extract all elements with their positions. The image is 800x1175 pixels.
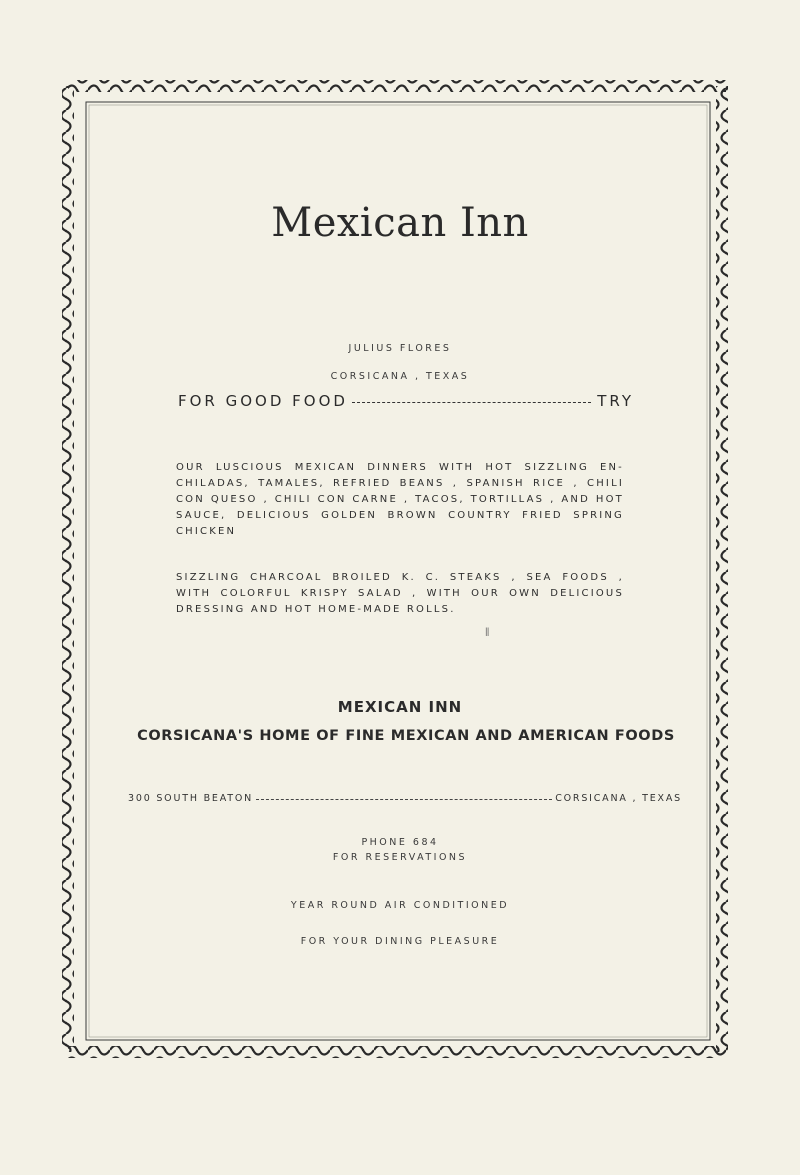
phone-number: PHONE 684 [361,837,439,848]
slogan-text: CORSICANA'S HOME OF FINE MEXICAN AND AMERICAN FOODS [137,728,675,744]
address-line [128,793,682,804]
reservations-text: FOR RESERVATIONS [332,852,468,863]
good-food-label: FOR GOOD FOOD [178,392,348,410]
good-food-line [178,392,634,410]
address-leader-dashes [256,799,552,800]
dinners-paragraph: OUR LUSCIOUS MEXICAN DINNERS WITH HOT SIZZLING EN-CHILADAS, TAMALES, REFRIED BEANS , SPANISH RICE , CHILI CON QUESO , CHILI CON CARNE , TACOS, TORTILLAS , AND HOT SAUCE, DELICIOUS GOLDEN BROWN COUNTRY FRIED SPRING CHICKEN [176,462,624,537]
air-conditioned-text: YEAR ROUND AIR CONDITIONED [290,900,510,911]
street-address: 300 SOUTH BEATON [128,793,254,804]
steaks-paragraph: SIZZLING CHARCOAL BROILED K. C. STEAKS , SEA FOODS , WITH COLORFUL KRISPY SALAD , WITH OUR OWN DELICIOUS DRESSING AND HOT HOME-MADE ROLLS. [176,572,624,615]
dining-pleasure-text: FOR YOUR DINING PLEASURE [300,936,500,947]
owner-name: JULIUS FLORES [348,343,452,354]
city-state: CORSICANA , TEXAS [555,793,682,804]
mexican-inn-heading: MEXICAN INN [337,698,463,716]
location-text: CORSICANA , TEXAS [330,371,470,382]
leader-dashes [352,402,591,403]
page-title: Mexican Inn [271,200,529,246]
try-label: TRY [597,392,634,410]
ink-speck: ǁ [485,627,490,637]
